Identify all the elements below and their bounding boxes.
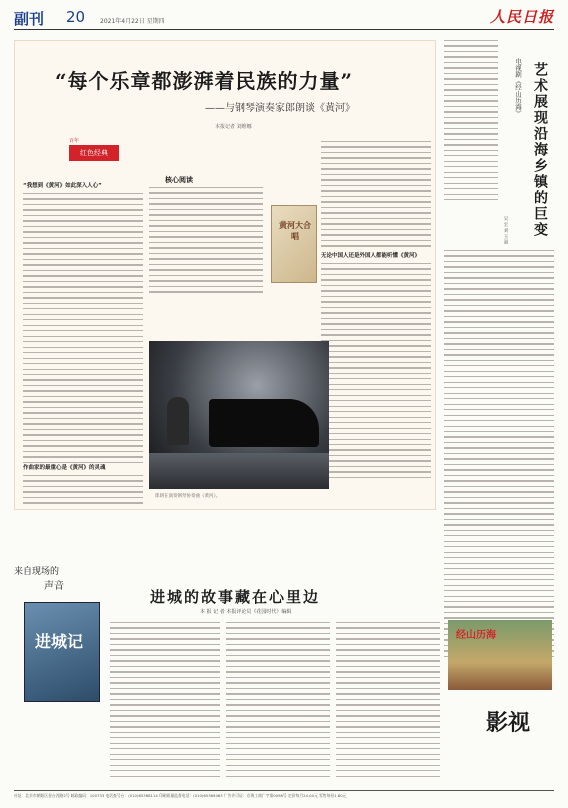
section-subtitle: 无论中国人还是外国人都能听懂《黄河》 [321,253,421,259]
book-cover-title: 进城记 [35,632,84,651]
issue-date: 2021年4月22日 星期四 [100,18,165,25]
bottom-text-col-3 [336,622,440,781]
stage [149,453,329,489]
photo-caption: 郎朗在演奏钢琴协奏曲《黄河》。 [155,494,221,499]
book-image [271,205,317,283]
right-article-title: 艺术展现沿海乡镇的巨变 [532,62,548,238]
film-tv-label: 影视 [486,710,531,736]
masthead [14,8,554,30]
core-reading-label: 核心阅读 [165,176,193,184]
column-label [14,564,104,592]
drama-poster [448,620,552,690]
column-label-line2: 声音 [44,581,64,592]
feature-headline: “每个乐章都澎湃着民族的力量” [55,69,354,93]
body-text-column-3 [321,141,431,251]
book-cover-image [24,602,100,702]
right-text-top [444,40,498,205]
feature-byline: 本报记者 刘维娜 [215,124,252,130]
bottom-text-col-2 [226,622,330,781]
column-badge: 红色经典 [69,145,119,161]
right-article-kicker: 电视剧《经山历海》 [514,58,522,117]
bottom-headline: 进城的故事藏在心里边 [150,588,321,606]
bottom-byline: 本 报 记 者 本报评论员《花园时代》编辑 [200,609,292,615]
grand-piano [209,399,319,447]
pianist-photo [149,341,329,489]
page-number: 20 [66,8,86,26]
body-text-column-1b [23,475,143,508]
intro-text [149,187,263,297]
newspaper-logo: 人民日报 [489,8,554,26]
column-tag: 百年 [69,138,80,144]
right-column-article [444,40,554,600]
section-subtitle: “我想到《黄河》如此深入人心” [23,183,102,189]
right-text-bottom [444,250,554,661]
body-text-column-1 [23,193,143,467]
poster-title: 经山历海 [456,630,496,641]
book-title: 黄河大合唱 [279,220,311,241]
body-text-column-4 [321,263,431,482]
section-name: 副刊 [14,10,45,28]
pianist-figure [167,397,189,445]
column-label-line1: 来自现场的 [14,567,60,577]
feature-article [14,40,436,510]
feature-subhead: ——与钢琴演奏家郎朗谈《黄河》 [205,103,355,114]
bottom-text-col-1 [110,622,220,781]
page-footer: 社址：北京市朝阳区金台西路2号 邮政编码：100733 电话查号台：(010)65368114 印刷质量监督电话：(010)65369463 广告许可证：京海工商广字第0098号 定价每月24.00元 零售每份1.80元 [14,790,554,799]
section-subtitle: 作曲家的最重心是《黄河》的灵魂 [23,465,106,471]
right-article-byline: 吴 宏 刘 玉 淑 [503,216,508,245]
